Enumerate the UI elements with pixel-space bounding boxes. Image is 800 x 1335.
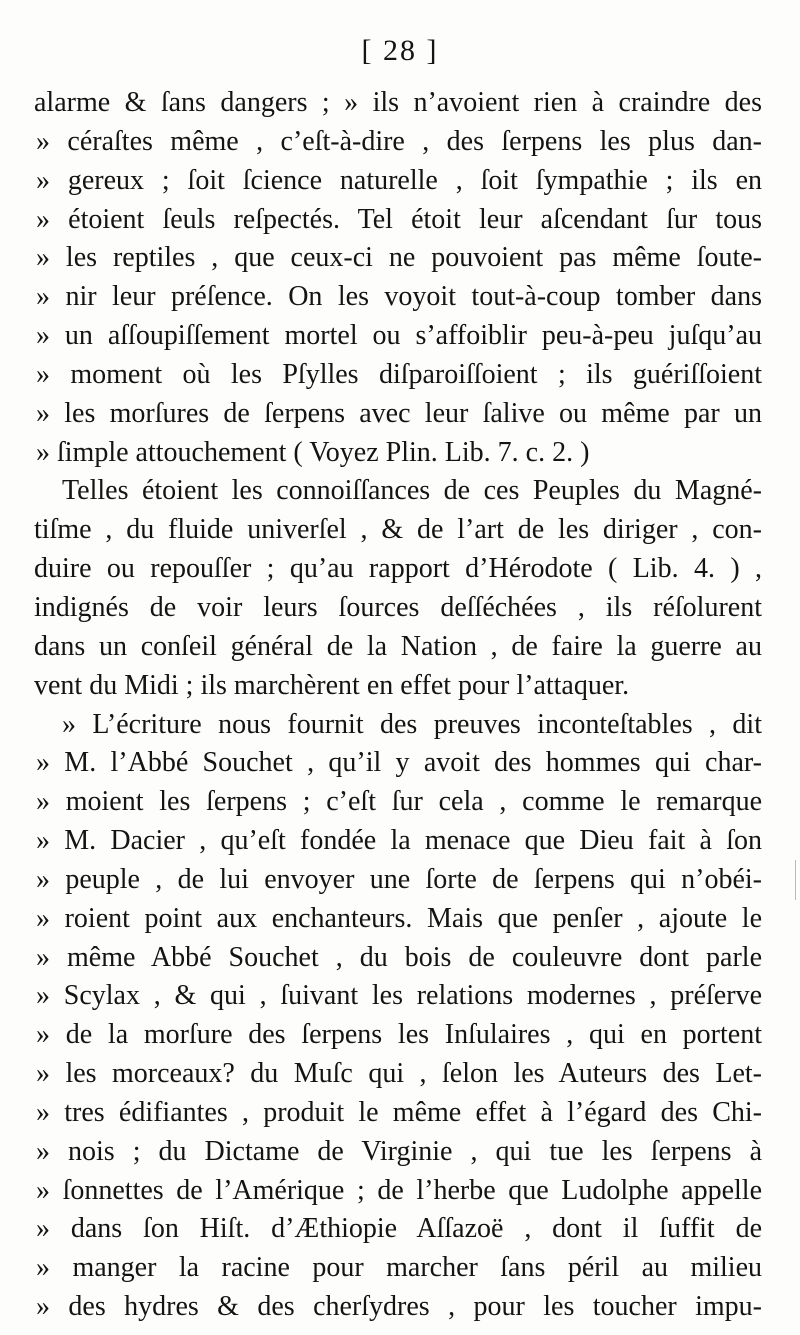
text-line: » tres édifiantes , produit le même effet à l’égard des Chi- (36, 1096, 762, 1128)
text-line: » moient les ſerpens ; c’eſt ſur cela , comme le remarque (36, 786, 762, 818)
text-line: » manger la racine pour marcher ſans péril au milieu (36, 1252, 762, 1284)
body-text (34, 84, 762, 1327)
page-edge-mark (795, 860, 800, 900)
text-line: » les morceaux? du Muſc qui , ſelon les Auteurs des Let- (36, 1058, 762, 1090)
text-line: vent du Midi ; ils marchèrent en effet pour l’attaquer. (34, 669, 630, 701)
text-line: » de la morſure des ſerpens les Inſulaires , qui en portent (36, 1019, 762, 1051)
text-line: » M. l’Abbé Souchet , qu’il y avoit des hommes qui char- (36, 747, 762, 779)
text-line: dans un conſeil général de la Nation , de faire la guerre au (34, 630, 762, 662)
text-line: » céraſtes même , c’eſt-à-dire , des ſerpens les plus dan- (36, 125, 762, 157)
text-line: Telles étoient les connoiſſances de ces Peuples du Magné- (62, 475, 762, 507)
text-line: » des hydres & des cherſydres , pour les toucher impu- (36, 1291, 762, 1323)
text-line: » L’écriture nous fournit des preuves inconteſtables , dit (62, 708, 762, 740)
text-line: » Scylax , & qui , ſuivant les relations modernes , préſerve (36, 980, 762, 1012)
text-line: » gereux ; ſoit ſcience naturelle , ſoit ſympathie ; ils en (36, 164, 762, 196)
page-number: [ 28 ] (361, 34, 439, 67)
text-line: » les morſures de ſerpens avec leur ſalive ou même par un (36, 397, 762, 429)
text-line: tiſme , du fluide univerſel , & de l’art de les diriger , con- (34, 514, 762, 546)
text-line: » les reptiles , que ceux-ci ne pouvoient pas même ſoute- (36, 242, 762, 274)
text-line: » ſimple attouchement ( Voyez Plin. Lib. 7. c. 2. ) (36, 436, 590, 468)
text-line: » nois ; du Dictame de Virginie , qui tue les ſerpens à (36, 1135, 762, 1167)
text-line: » moment où les Pſylles diſparoiſſoient ; ils guériſſoient (36, 358, 762, 390)
text-line: » M. Dacier , qu’eſt fondée la menace que Dieu fait à ſon (36, 825, 762, 857)
text-line: » peuple , de lui envoyer une ſorte de ſerpens qui n’obéi- (36, 863, 762, 895)
text-line: alarme & ſans dangers ; » ils n’avoient rien à craindre des (34, 87, 762, 118)
text-line: » dans ſon Hiſt. d’Æthiopie Aſſazoë , dont il ſuffit de (36, 1213, 762, 1245)
text-line: » ſonnettes de l’Amérique ; de l’herbe que Ludolphe appelle (36, 1174, 762, 1206)
text-line: » un aſſoupiſſement mortel ou s’affoiblir peu-à-peu juſqu’au (36, 320, 762, 352)
text-line: » roient point aux enchanteurs. Mais que penſer , ajoute le (36, 902, 762, 934)
text-line: » étoient ſeuls reſpectés. Tel étoit leur aſcendant ſur tous (36, 203, 762, 235)
text-line: duire ou repouſſer ; qu’au rapport d’Hérodote ( Lib. 4. ) , (34, 553, 762, 585)
text-line: indignés de voir leurs ſources deſſéchées , ils réſolurent (34, 591, 762, 623)
text-line: » nir leur préſence. On les voyoit tout-à-coup tomber dans (36, 281, 762, 313)
text-line: » même Abbé Souchet , du bois de couleuvre dont parle (36, 941, 762, 973)
